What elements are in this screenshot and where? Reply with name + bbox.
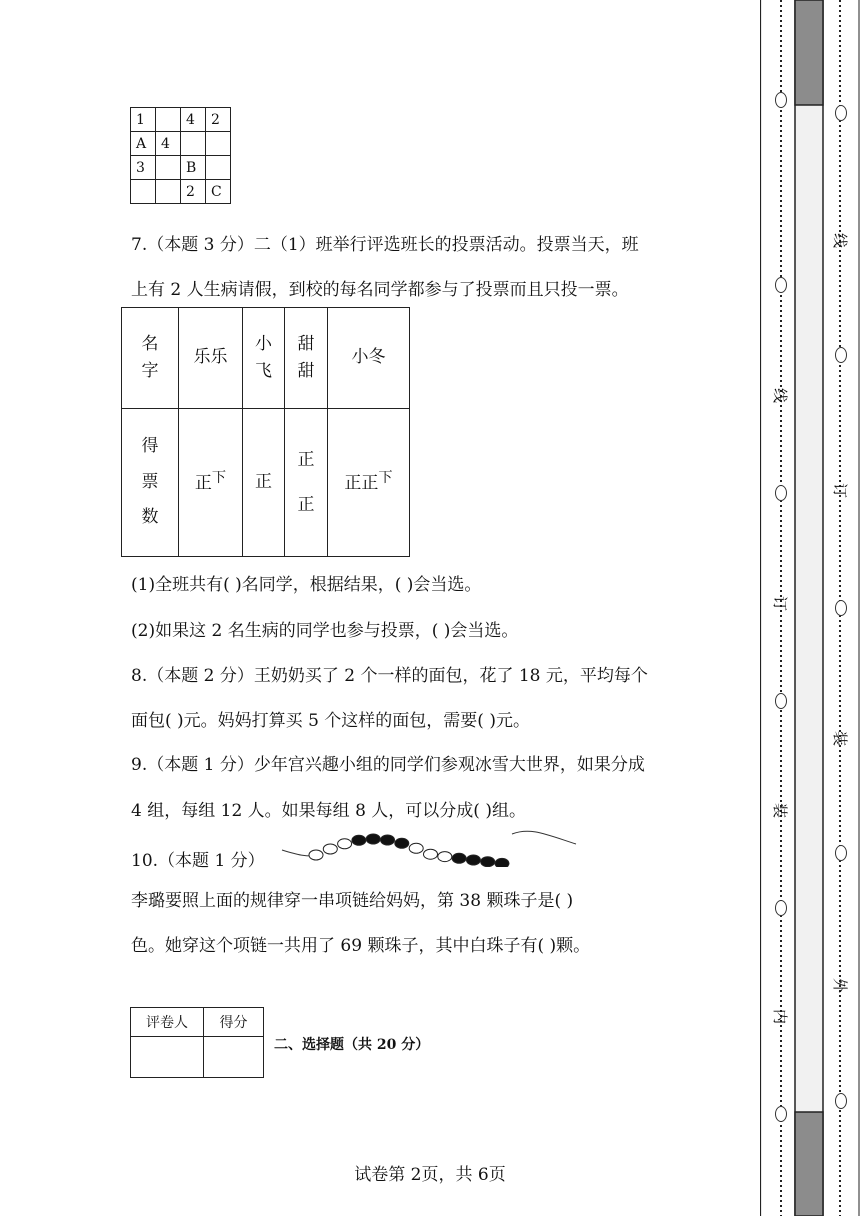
grid-cell: A: [131, 132, 156, 156]
q8-line-2: 面包( )元。妈妈打算买 5 个这样的面包，需要( )元。: [131, 711, 530, 731]
candidate-name-char: 甜: [297, 333, 315, 354]
grid-cell: [156, 108, 181, 132]
q7-line-1: 7.（本题 3 分）二（1）班举行评选班长的投票活动。投票当天，班: [131, 235, 639, 255]
grid-cell: 3: [131, 156, 156, 180]
tally-mark: 下: [378, 470, 393, 487]
score-box-body: [131, 1037, 264, 1078]
grid-row: [131, 156, 231, 180]
grid-cell: [206, 132, 231, 156]
votes-label-cell: [122, 409, 179, 557]
tally-mark: 正: [194, 473, 212, 494]
margin-text: 订: [771, 595, 790, 612]
grid-cell: 4: [181, 108, 206, 132]
binding-hole: [775, 92, 787, 108]
tally-mark: 正: [255, 471, 272, 492]
votes-label-char: 票: [141, 471, 159, 492]
black-bead: [352, 835, 366, 845]
binding-hole: [835, 845, 847, 861]
grid-cell: B: [181, 156, 206, 180]
candidate-name-char: 小: [255, 333, 272, 354]
black-bead: [466, 855, 480, 865]
grid-row: [131, 108, 231, 132]
tally-mark: 下: [211, 470, 227, 487]
binding-hole: [835, 347, 847, 363]
grid-cell: 1: [131, 108, 156, 132]
vote-data-row: [122, 409, 410, 557]
black-bead: [366, 834, 380, 844]
q7-line-2: 上有 2 人生病请假，到校的每名同学都参与了投票而且只投一票。: [131, 280, 629, 300]
votes-label-char: 数: [141, 507, 159, 528]
grid-cell: [156, 156, 181, 180]
candidate-name-char: 飞: [255, 361, 272, 381]
tally-mark: 正: [361, 473, 379, 494]
q7-sub-2: (2)如果这 2 名生病的同学也参与投票，( )会当选。: [131, 621, 519, 641]
tally-mark: 正: [344, 473, 362, 494]
tally-cell: [179, 409, 243, 557]
binding-hole: [835, 1093, 847, 1109]
name-label-cell: [122, 308, 179, 409]
white-bead: [409, 843, 423, 853]
white-bead: [438, 852, 452, 862]
grader-label: 评卷人: [131, 1008, 204, 1037]
tally-mark: 正: [297, 494, 315, 515]
candidate-name-char: 甜: [297, 361, 315, 381]
grader-blank[interactable]: [131, 1037, 204, 1078]
grid-cell: 4: [156, 132, 181, 156]
grid-row: [131, 180, 231, 204]
score-blank[interactable]: [204, 1037, 264, 1078]
grid-cell: [181, 132, 206, 156]
binding-hole: [775, 900, 787, 916]
grid-cell: [131, 180, 156, 204]
candidate-name: 乐乐: [179, 308, 243, 409]
vote-table: [121, 307, 410, 557]
page-footer: 试卷第 2页，共 6页: [354, 1165, 506, 1185]
necklace-pattern-figure: [280, 822, 580, 867]
white-bead: [424, 849, 438, 859]
vote-header-row: [122, 308, 410, 409]
white-bead: [309, 850, 323, 860]
grid-cell: 2: [181, 180, 206, 204]
grid-row: [131, 132, 231, 156]
white-bead: [323, 844, 337, 854]
margin-text: 外: [831, 977, 850, 994]
q10-line-1: 10.（本题 1 分）: [131, 851, 265, 871]
binding-hole: [775, 1106, 787, 1122]
binding-margin: [760, 0, 860, 1216]
tally-mark: 正: [297, 450, 315, 471]
margin-text: 线: [831, 232, 850, 249]
black-bead: [452, 853, 466, 863]
margin-text: 内: [771, 1008, 790, 1025]
candidate-name: 小冬: [328, 308, 410, 409]
binding-hole: [775, 277, 787, 293]
binding-hole: [835, 105, 847, 121]
q9-line-1: 9.（本题 1 分）少年宫兴趣小组的同学们参观冰雪大世界，如果分成: [131, 755, 645, 775]
name-label-char: 字: [141, 361, 159, 381]
black-bead: [395, 838, 409, 848]
margin-text: 装: [771, 802, 790, 819]
black-bead: [381, 835, 395, 845]
grid-cell: [206, 156, 231, 180]
black-bead: [481, 857, 495, 867]
candidate-name: [243, 308, 285, 409]
tally-cell: [285, 409, 328, 557]
white-bead: [338, 839, 352, 849]
q9-line-2: 4 组，每组 12 人。如果每组 8 人，可以分成( )组。: [131, 801, 526, 821]
q8-line-1: 8.（本题 2 分）王奶奶买了 2 个一样的面包，花了 18 元，平均每个: [131, 666, 648, 686]
binding-hole: [835, 600, 847, 616]
score-box: [130, 1007, 264, 1078]
margin-text: 线: [771, 387, 790, 404]
binding-hole: [775, 485, 787, 501]
tally-cell: [243, 409, 285, 557]
grid-cell: 2: [206, 108, 231, 132]
tally-cell: [328, 409, 410, 557]
grid-cell: [156, 180, 181, 204]
candidate-name: [285, 308, 328, 409]
grid-cell: C: [206, 180, 231, 204]
margin-text: 订: [831, 482, 850, 499]
score-box-header: [131, 1008, 264, 1037]
section-title: 二、选择题（共 20 分）: [274, 1037, 430, 1053]
name-label-char: 名: [141, 333, 159, 354]
q7-sub-1: (1)全班共有( )名同学，根据结果，( )会当选。: [131, 575, 482, 595]
margin-text: 装: [831, 730, 850, 747]
letter-grid: [130, 107, 231, 204]
q10-line-3: 色。她穿这个项链一共用了 69 颗珠子，其中白珠子有( )颗。: [131, 936, 591, 956]
black-bead: [495, 858, 509, 867]
votes-label-char: 得: [141, 435, 159, 456]
binding-hole: [775, 693, 787, 709]
score-label: 得分: [204, 1008, 264, 1037]
q10-line-2: 李璐要照上面的规律穿一串项链给妈妈，第 38 颗珠子是( ): [131, 891, 574, 911]
